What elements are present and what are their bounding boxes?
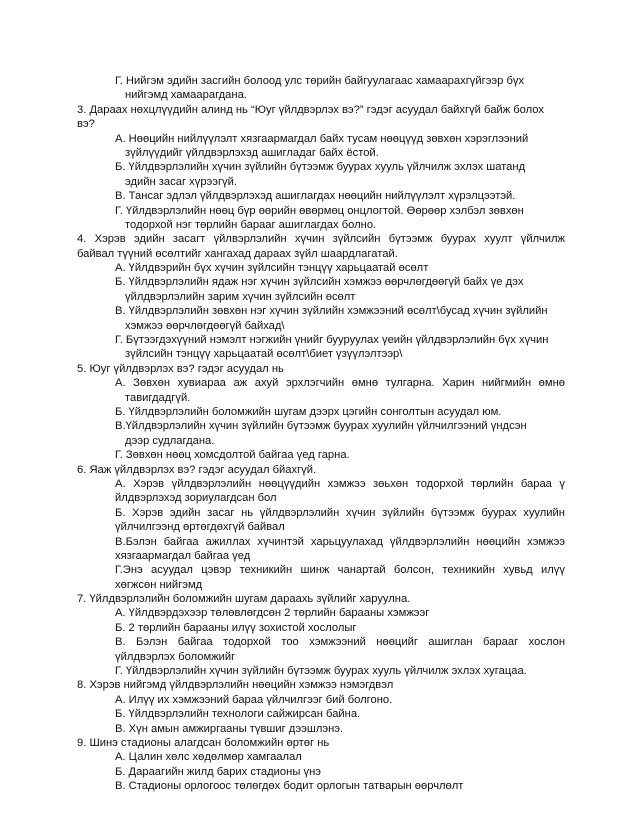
continuation-line: тодорхой нэг төрлийн барааг ашиглагдах болно. [125,218,377,231]
question-line: 9. Шинэ стадионы алагдсан боломжийн өртөг нь [77,736,330,749]
question-line: вэ? [77,118,95,131]
option-line: А. Илүү их хэмжээний бараа үйлчилгээг бий болгоно. [115,693,393,706]
option-line: В. Тансаг эдлэл үйлдвэрлэхэд ашиглагдах нөөцийн нийлүүлэлт хүрэлцээтэй. [115,190,516,203]
question-line: 7. Үйлдвэрлэлийн боломжийн шугам дараахь зүйлийг харуулна. [77,593,411,606]
question-line: 3. Дараах нөхцлүүдийн алинд нь “Юуг үйлдвэрлэх вэ?” гэдэг асуудал байхгүй байж болох [77,103,544,116]
option-line: А. Зөвхөн хувиараа аж ахуй эрхлэгчийн өмнө тулгарна. Харин нийгмийн өмнө [115,377,565,390]
option-line: йлдвэрлэхэд зориулагдсан бол [115,492,277,505]
continuation-line: зүйлүүдийг үйлдвэрлэхэд ашигладаг байх ёстой. [125,146,379,159]
option-line: Б. Үйлдвэрлэлийн технологи сайжирсан байна. [115,708,361,721]
document-body [77,74,565,794]
option-line: Б. Үйлдвэрлэлийн боломжийн шугам дээрх цэгийн сонголтын асуудал юм. [115,405,502,418]
option-line: хязгаармагдал байгаа үед [115,549,251,562]
option-line: Б. Дараагийн жилд барих стадионы үнэ [115,765,321,778]
question-line: 6. Яаж үйлдвэрлэх вэ? гэдэг асуудал бйахгүй. [77,463,317,476]
option-line: Г.Энэ асуудал цэвэр техникийн шинж чанартай болсон, техникийн хувьд илүү [115,564,565,577]
option-line: Г. Үйлдвэрлэлийн нөөц бүр өөрийн өвөрмөц онцлогтой. Өөрөөр хэлбэл зөвхөн [115,204,524,217]
continuation-line: зүйлсийн тэнцүү харьцаатай өсөлт\биет үзүүлэлтээр\ [125,348,403,361]
option-line: В.Бэлэн байгаа ажиллах хүчинтэй харьцуулахад үйлдвэрлэлийн нөөцийн хэмжээ [115,535,565,548]
option-line: А. Үйлдвэрийн бүх хүчин зүйлсийн тэнцүү харьцаатай өсөлт [115,262,429,275]
question-line: 8. Хэрэв нийгэмд үйлдвэрлэлийн нөөцийн хэмжээ нэмэгдвэл [77,679,394,692]
option-line: А. Цалин хөлс хөдөлмөр хамгаалал [115,751,302,764]
option-line: үйлчилгээнд өртөгдөхгүй байвал [115,521,285,534]
option-line: Б. Үйлдвэрлэлийн ядаж нэг хүчин зүйлсийн хэмжээ өөрчлөгдөөгүй байх үе дэх [115,276,524,289]
option-line: В.Үйлдвэрлэлийн хүчин зүйлийн бүтээмж буурах хуулийн үйлчилгээний үндсэн [115,420,527,433]
continuation-line: эдийн засаг хүрээгүй. [125,175,237,188]
option-line: Г. Үйлдвэрлэлийн хүчин зүйлийн бүтээмж буурах хууль үйлчилж эхлэх хугацаа. [115,665,527,678]
option-line: Б. Үйлдвэрлэлийн хүчин зүйлийн бүтээмж буурах хууль үйлчилж эхлэх шатанд [115,161,526,174]
option-line: Г. Бүтээгдэхүүний нэмэлт нэгжийн үнийг бууруулах үеийн үйлдвэрлэлийн бүх хүчин [115,334,549,347]
continuation-line: нийгэмд хамаарагдана. [125,89,247,102]
option-line: А. Хэрэв үйлдвэрлэлийн нөөцүүдийн хэмжээ зөьхөн тодорхой төрлийн бараа ү [115,477,565,490]
continuation-line: дээр судлагдана. [125,434,215,447]
option-line: А. Нөөцийн нийлүүлэлт хязгаармагдал байх тусам нөөцүүд зөвхөн хэрэглээний [115,132,529,145]
option-line: А. Үйлдвэрдэхээр төлөвлөгдсөн 2 төрлийн барааны хэмжээг [115,607,430,620]
option-line: В. Стадионы орлогоос төлөгдөх бодит орлогын татварын өөрчлөлт [115,780,464,793]
continuation-line: тавигдадгүй. [125,391,191,404]
question-line: байвал түүний өсөлтийг хангахад дараах зүйл шаардлагатай. [77,247,398,260]
question-line: 4. Хэрэв эдийн засагт үйлвэрлэлийн хүчин зүйлсийн бүтээмж буурах хуулт үйлчилж [77,233,565,246]
continuation-line: хэмжээ өөрчлөгдөөгүй байхад\ [125,319,285,332]
option-line: В. Бэлэн байгаа тодорхой тоо хэмжээний нөөцийг ашиглан барааг хослон [115,636,565,649]
option-line: хөгжсөн нийгэмд [115,578,203,591]
option-line: Г. Зөвхөн нөөц хомсдолтой байгаа үед гарна. [115,449,350,462]
option-line: Г. Нийгэм эдийн засгийн болоод улс төрийн байгуулагаас хамаарахгүйгээр бүх [115,75,525,87]
option-line: Б. 2 төрлийн барааны илүү зохистой хослолыг [115,621,357,634]
continuation-line: үйлдвэрлэлийн зарим хүчин зүйлсийн өсөлт [125,290,356,303]
option-line: В. Үйлдвэрлэлийн зөвхөн нэг хүчин зүйлийн хэмжээний өсөлт\бусад хүчин зүйлийн [115,305,548,318]
option-line: В. Хүн амын амжиргааны түвшиг дээшлэнэ. [115,722,344,735]
option-line: үйлдвэрлэх боломжийг [115,650,236,663]
question-line: 5. Юуг үйлдвэрлэх вэ? гэдэг асуудал нь [77,362,284,375]
option-line: Б. Хэрэв эдийн засаг нь үйлдвэрлэлийн хүчин зүйлийн бүтээмж буурах хуулийн [115,506,565,519]
